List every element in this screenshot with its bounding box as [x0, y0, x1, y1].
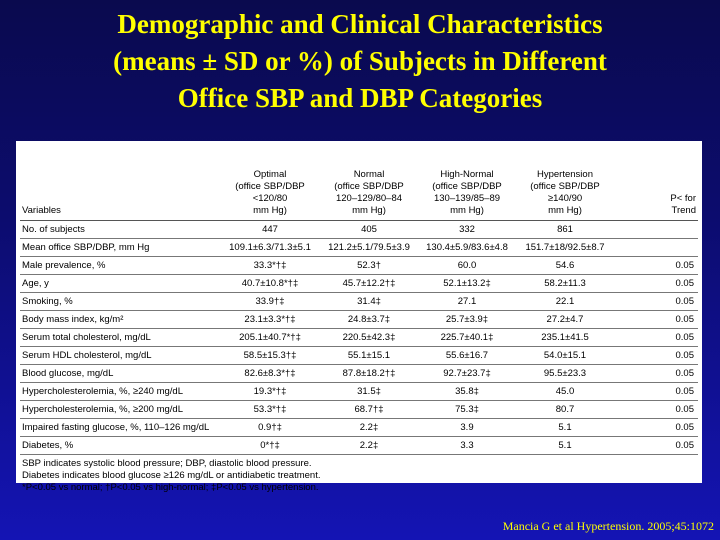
row-label: No. of subjects [20, 221, 220, 239]
p-trend-cell: 0.05 [614, 329, 698, 347]
table-row [20, 437, 698, 455]
value-cell: 205.1±40.7*†‡ [220, 329, 320, 347]
row-label: Body mass index, kg/m² [20, 311, 220, 329]
value-cell: 19.3*†‡ [220, 383, 320, 401]
p-trend-cell: 0.05 [614, 257, 698, 275]
value-cell: 35.8‡ [418, 383, 516, 401]
table-row [20, 293, 698, 311]
header-line: ≥140/90 [547, 193, 583, 204]
row-label: Impaired fasting glucose, %, 110–126 mg/dL [20, 419, 220, 437]
header-line: mm Hg) [253, 205, 287, 216]
header-line: (office SBP/DBP [334, 181, 404, 192]
p-trend-cell: 0.05 [614, 347, 698, 365]
footnote-line: Diabetes indicates blood glucose ≥126 mg/dL or antidiabetic treatment. [22, 470, 321, 481]
value-cell: 2.2‡ [320, 419, 418, 437]
header-line: High-Normal [440, 169, 494, 180]
value-cell: 23.1±3.3*†‡ [220, 311, 320, 329]
row-label: Serum total cholesterol, mg/dL [20, 329, 220, 347]
header-line: Normal [353, 169, 385, 180]
value-cell: 405 [320, 221, 418, 239]
table-header-row [20, 145, 698, 221]
p-trend-cell [614, 221, 698, 239]
value-cell: 121.2±5.1/79.5±3.9 [320, 239, 418, 257]
value-cell: 45.7±12.2†‡ [320, 275, 418, 293]
value-cell: 5.1 [516, 437, 614, 455]
value-cell: 0*†‡ [220, 437, 320, 455]
table-row [20, 311, 698, 329]
table-row [20, 383, 698, 401]
header-line: (office SBP/DBP [235, 181, 305, 192]
value-cell: 332 [418, 221, 516, 239]
value-cell: 3.9 [418, 419, 516, 437]
header-line: <120/80 [252, 193, 288, 204]
value-cell: 33.9†‡ [220, 293, 320, 311]
table-row [20, 239, 698, 257]
value-cell: 27.1 [418, 293, 516, 311]
value-cell: 40.7±10.8*†‡ [220, 275, 320, 293]
row-label: Smoking, % [20, 293, 220, 311]
value-cell: 82.6±8.3*†‡ [220, 365, 320, 383]
value-cell: 92.7±23.7‡ [418, 365, 516, 383]
row-label: Diabetes, % [20, 437, 220, 455]
value-cell: 2.2‡ [320, 437, 418, 455]
value-cell: 52.1±13.2‡ [418, 275, 516, 293]
value-cell: 54.6 [516, 257, 614, 275]
footnote-line: SBP indicates systolic blood pressure; DBP, diastolic blood pressure. [22, 458, 312, 469]
value-cell: 130.4±5.9/83.6±4.8 [418, 239, 516, 257]
value-cell: 24.8±3.7‡ [320, 311, 418, 329]
header-line: mm Hg) [548, 205, 582, 216]
header-line: Variables [22, 205, 61, 216]
value-cell: 235.1±41.5 [516, 329, 614, 347]
header-p-trend [614, 145, 698, 221]
header-high-normal [418, 145, 516, 221]
header-line: Hypertension [537, 169, 593, 180]
p-trend-cell: 0.05 [614, 437, 698, 455]
value-cell: 87.8±18.2†‡ [320, 365, 418, 383]
table-panel [16, 141, 702, 493]
p-trend-cell: 0.05 [614, 419, 698, 437]
table-row [20, 329, 698, 347]
row-label: Blood glucose, mg/dL [20, 365, 220, 383]
title-line-2: (means ± SD or %) of Subjects in Different [113, 46, 607, 76]
table-row [20, 365, 698, 383]
header-normal [320, 145, 418, 221]
header-line: (office SBP/DBP [530, 181, 600, 192]
p-trend-cell: 0.05 [614, 383, 698, 401]
title-line-1: Demographic and Clinical Characteristics [117, 9, 603, 39]
value-cell: 22.1 [516, 293, 614, 311]
value-cell: 53.3*†‡ [220, 401, 320, 419]
value-cell: 58.5±15.3†‡ [220, 347, 320, 365]
table-body [20, 221, 698, 455]
header-line [22, 181, 218, 193]
value-cell: 3.3 [418, 437, 516, 455]
row-label: Hypercholesterolemia, %, ≥240 mg/dL [20, 383, 220, 401]
header-line [22, 145, 218, 157]
row-label: Mean office SBP/DBP, mm Hg [20, 239, 220, 257]
header-hypertension [516, 145, 614, 221]
p-trend-cell: 0.05 [614, 293, 698, 311]
slide-title [0, 6, 720, 117]
value-cell: 31.5‡ [320, 383, 418, 401]
value-cell: 447 [220, 221, 320, 239]
row-label: Male prevalence, % [20, 257, 220, 275]
value-cell: 5.1 [516, 419, 614, 437]
value-cell: 220.5±42.3‡ [320, 329, 418, 347]
header-line: 130–139/85–89 [433, 193, 501, 204]
p-trend-cell: 0.05 [614, 401, 698, 419]
header-line [22, 157, 218, 169]
table-row [20, 221, 698, 239]
table-row [20, 401, 698, 419]
value-cell: 109.1±6.3/71.3±5.1 [220, 239, 320, 257]
header-line [22, 193, 218, 205]
table-row [20, 275, 698, 293]
p-trend-cell: 0.05 [614, 365, 698, 383]
row-label: Age, y [20, 275, 220, 293]
value-cell: 25.7±3.9‡ [418, 311, 516, 329]
p-trend-cell [614, 239, 698, 257]
value-cell: 0.9†‡ [220, 419, 320, 437]
header-line: mm Hg) [450, 205, 484, 216]
characteristics-table [20, 145, 698, 455]
header-line: 120–129/80–84 [335, 193, 403, 204]
value-cell: 60.0 [418, 257, 516, 275]
row-label: Hypercholesterolemia, %, ≥200 mg/dL [20, 401, 220, 419]
p-trend-cell: 0.05 [614, 275, 698, 293]
row-label: Serum HDL cholesterol, mg/dL [20, 347, 220, 365]
footnote-line: *P<0.05 vs normal; †P<0.05 vs high-normal; ‡P<0.05 vs hypertension. [22, 482, 319, 493]
p-trend-cell: 0.05 [614, 311, 698, 329]
header-line: Trend [671, 205, 696, 216]
value-cell: 33.3*†‡ [220, 257, 320, 275]
table-row [20, 419, 698, 437]
value-cell: 54.0±15.1 [516, 347, 614, 365]
table-footnotes [20, 455, 698, 494]
value-cell: 80.7 [516, 401, 614, 419]
value-cell: 68.7†‡ [320, 401, 418, 419]
value-cell: 861 [516, 221, 614, 239]
value-cell: 151.7±18/92.5±8.7 [516, 239, 614, 257]
header-line: P< for [670, 193, 696, 204]
header-optimal [220, 145, 320, 221]
value-cell: 55.1±15.1 [320, 347, 418, 365]
value-cell: 95.5±23.3 [516, 365, 614, 383]
value-cell: 45.0 [516, 383, 614, 401]
value-cell: 75.3‡ [418, 401, 516, 419]
value-cell: 55.6±16.7 [418, 347, 516, 365]
value-cell: 52.3† [320, 257, 418, 275]
value-cell: 27.2±4.7 [516, 311, 614, 329]
header-line: mm Hg) [352, 205, 386, 216]
header-line: Optimal [253, 169, 287, 180]
header-line: (office SBP/DBP [432, 181, 502, 192]
title-line-3: Office SBP and DBP Categories [177, 83, 543, 113]
table-row [20, 347, 698, 365]
value-cell: 225.7±40.1‡ [418, 329, 516, 347]
citation: Mancia G et al Hypertension. 2005;45:1072 [502, 519, 714, 533]
header-variables [20, 145, 220, 221]
value-cell: 58.2±11.3 [516, 275, 614, 293]
value-cell: 31.4‡ [320, 293, 418, 311]
header-line [22, 169, 218, 181]
table-row [20, 257, 698, 275]
